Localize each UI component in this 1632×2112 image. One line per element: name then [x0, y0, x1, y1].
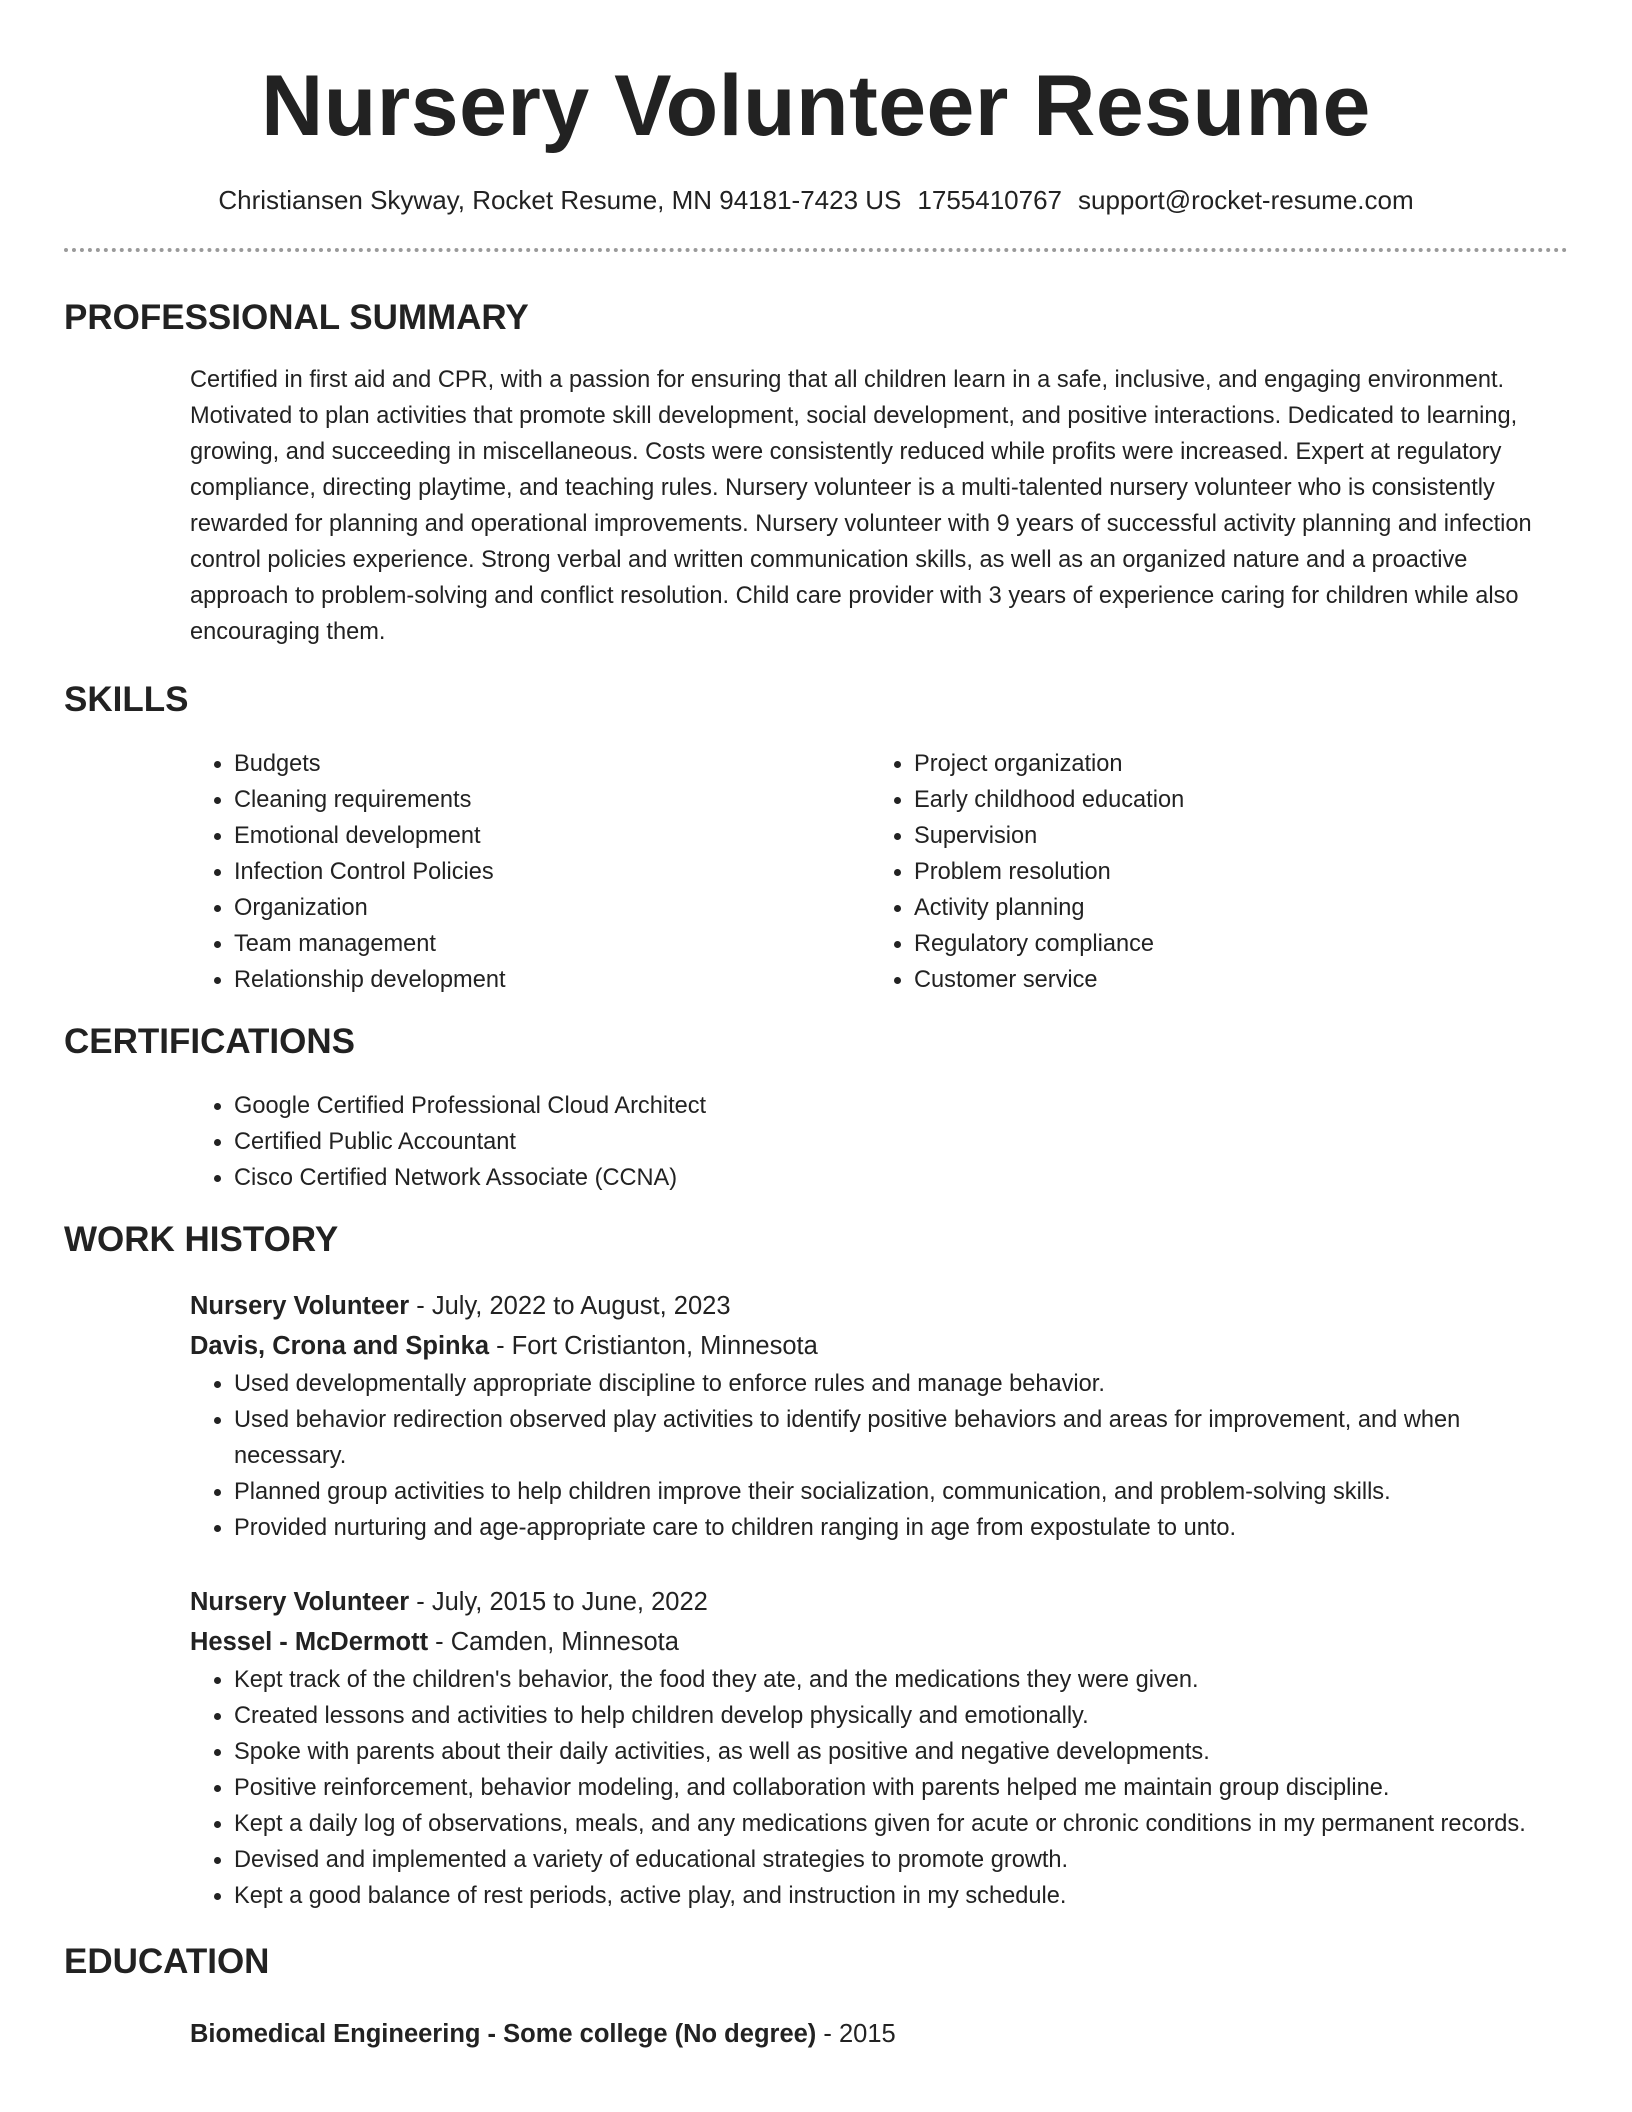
job-role: Nursery Volunteer	[190, 1292, 410, 1320]
summary-text: Certified in first aid and CPR, with a passion for ensuring that all children learn in a safe, inclusive, and engaging environment. Motivated to plan activities that promote skill development, social development, and positive interactions. Dedicated to learning, growing, and succeeding in miscellaneous. Costs were consistently reduced while profits were increased. Expert at regulatory compliance, directing playtime, and teaching rules. Nursery volunteer is a multi-talented nursery volunteer who is consistently rewarded for planning and operational improvements. Nursery volunteer with 9 years of successful activity planning and infection control policies experience. Strong verbal and written communication skills, as well as an organized nature and a proactive approach to problem-solving and conflict resolution. Child care provider with 3 years of experience caring for children while also encouraging them.	[190, 367, 1532, 645]
job-bullet: • Kept a good balance of rest periods, active play, and instruction in my schedule.	[234, 1878, 1568, 1914]
certification-item: • Certified Public Accountant	[234, 1124, 1568, 1160]
job-bullet: • Used developmentally appropriate discipline to enforce rules and manage behavior.	[234, 1366, 1568, 1402]
skill-item: • Infection Control Policies	[234, 854, 870, 890]
skill-item: • Problem resolution	[914, 854, 1550, 890]
job-bullet: • Spoke with parents about their daily activities, as well as positive and negative developments.	[234, 1734, 1568, 1770]
skill-item: • Regulatory compliance	[914, 926, 1550, 962]
skill-item: • Customer service	[914, 962, 1550, 998]
skills-section	[64, 678, 1568, 998]
job-bullets	[190, 1366, 1568, 1546]
education-entry	[190, 2014, 1568, 2054]
certifications-heading: CERTIFICATIONS	[64, 1022, 356, 1061]
skill-item: • Budgets	[234, 746, 870, 782]
education-heading: EDUCATION	[64, 1942, 270, 1981]
skills-column-right	[870, 746, 1550, 998]
education-year: - 2015	[816, 2020, 896, 2048]
skills-column-left	[190, 746, 870, 998]
education-section	[64, 1940, 1568, 2054]
job-entry	[190, 1582, 1568, 1914]
job-company: Davis, Crona and Spinka	[190, 1332, 490, 1360]
resume-page	[64, 0, 1568, 2054]
skill-item: • Emotional development	[234, 818, 870, 854]
job-bullet: • Used behavior redirection observed play activities to identify positive behaviors and areas for improvement, and when necessary.	[234, 1402, 1568, 1474]
contact-phone: 1755410767	[917, 185, 1063, 215]
skill-item: • Cleaning requirements	[234, 782, 870, 818]
skill-item: • Organization	[234, 890, 870, 926]
job-bullet: • Kept track of the children's behavior, the food they ate, and the medications they were given.	[234, 1662, 1568, 1698]
job-company-line	[190, 1326, 1568, 1366]
job-location: - Fort Cristianton, Minnesota	[489, 1332, 818, 1360]
certifications-section	[64, 1020, 1568, 1196]
contact-address: Christiansen Skyway, Rocket Resume, MN 94181-7423 US	[218, 185, 902, 215]
job-bullet: • Devised and implemented a variety of educational strategies to promote growth.	[234, 1842, 1568, 1878]
job-role: Nursery Volunteer	[190, 1588, 410, 1616]
job-bullet: • Positive reinforcement, behavior modeling, and collaboration with parents helped me maintain group discipline.	[234, 1770, 1568, 1806]
skill-item: • Early childhood education	[914, 782, 1550, 818]
skill-item: • Relationship development	[234, 962, 870, 998]
job-company-line	[190, 1622, 1568, 1662]
job-location: - Camden, Minnesota	[428, 1628, 679, 1656]
resume-title: Nursery Volunteer Resume	[261, 58, 1371, 154]
job-dates: - July, 2015 to June, 2022	[409, 1588, 708, 1616]
summary-heading: PROFESSIONAL SUMMARY	[64, 298, 529, 337]
job-bullet: • Planned group activities to help children improve their socialization, communication, and problem-solving skills.	[234, 1474, 1568, 1510]
certification-item: • Google Certified Professional Cloud Architect	[234, 1088, 1568, 1124]
work-history-heading: WORK HISTORY	[64, 1220, 339, 1259]
job-company: Hessel - McDermott	[190, 1628, 429, 1656]
job-entry	[190, 1286, 1568, 1546]
certification-item: • Cisco Certified Network Associate (CCNA)	[234, 1160, 1568, 1196]
job-dates: - July, 2022 to August, 2023	[409, 1292, 731, 1320]
job-bullets	[190, 1662, 1568, 1914]
job-bullet: • Provided nurturing and age-appropriate care to children ranging in age from expostulate to unto.	[234, 1510, 1568, 1546]
work-history-section	[64, 1218, 1568, 1914]
contact-email[interactable]: support@rocket-resume.com	[1078, 185, 1414, 215]
skills-heading: SKILLS	[64, 680, 189, 719]
skill-item: • Project organization	[914, 746, 1550, 782]
contact-line	[64, 184, 1568, 216]
skill-item: • Supervision	[914, 818, 1550, 854]
job-title-line	[190, 1286, 1568, 1326]
header-divider	[64, 248, 1568, 252]
skill-item: • Team management	[234, 926, 870, 962]
education-degree: Biomedical Engineering - Some college (No degree)	[190, 2020, 817, 2048]
summary-section	[64, 296, 1568, 650]
job-bullet: • Created lessons and activities to help children develop physically and emotionally.	[234, 1698, 1568, 1734]
skills-grid	[190, 746, 1568, 998]
certifications-list	[190, 1088, 1568, 1196]
skill-item: • Activity planning	[914, 890, 1550, 926]
job-bullet: • Kept a daily log of observations, meals, and any medications given for acute or chronic conditions in my permanent records.	[234, 1806, 1568, 1842]
job-title-line	[190, 1582, 1568, 1622]
